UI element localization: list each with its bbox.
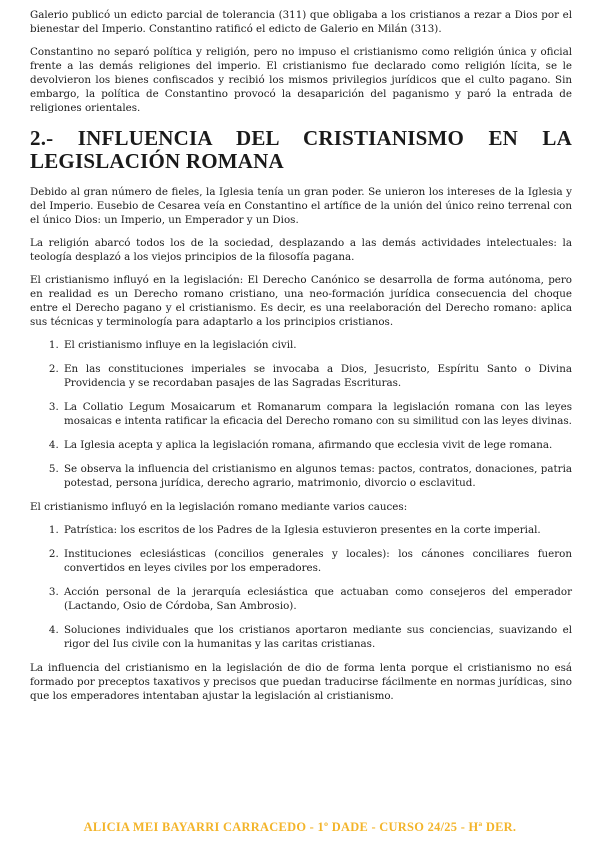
list-item: 2. En las constituciones imperiales se invocaba a Dios, Jesucristo, Espíritu Santo o Divina Providencia y se recordaban pasajes de las Sagradas Escrituras. bbox=[62, 362, 572, 390]
section-paragraph-3: El cristianismo influyó en la legislación: El Derecho Canónico se desarrolla de forma autónoma, pero en realidad es un Derecho romano cristiano, una neo-formación jurídica consecuencia del choque entre el Derecho pagano y el cristianismo. Es decir, es una reelaboración del Derecho romano: aplica sus técnicas y terminología para adaptarlo a los principios cristianos. bbox=[30, 274, 572, 328]
document-page bbox=[30, 8, 572, 712]
intro-paragraph-1: Galerio publicó un edicto parcial de tolerancia (311) que obligaba a los cristianos a rezar a Dios por el bienestar del Imperio. Constantino ratificó el edicto de Galerio en Milán (313). bbox=[30, 9, 572, 35]
section-paragraph-4: El cristianismo influyó en la legislación romano mediante varios cauces: bbox=[30, 501, 408, 513]
intro-paragraph-2: Constantino no separó política y religión, pero no impuso el cristianismo como religión única y oficial frente a las demás religiones del imperio. El cristianismo fue declarado como religión lícita, se le devolvieron los bienes confiscados y recibió los mismos privilegios jurídicos que el culto pagano. Sin embargo, la política de Constantino provocó la desaparición del paganismo y paró la entrada de religiones orientales. bbox=[30, 46, 572, 114]
list-item: 3. Acción personal de la jerarquía eclesiástica que actuaban como consejeros del emperador (Lactando, Osio de Córdoba, San Ambrosio). bbox=[62, 585, 572, 613]
list-item: 2. Instituciones eclesiásticas (concilios generales y locales): los cánones conciliares fueron convertidos en leyes civiles por los emperadores. bbox=[62, 547, 572, 575]
list-item: 1. El cristianismo influye en la legislación civil. bbox=[62, 338, 572, 352]
list-item: 1. Patrística: los escritos de los Padres de la Iglesia estuvieron presentes en la corte imperial. bbox=[62, 523, 572, 537]
section-paragraph-5: La influencia del cristianismo en la legislación de dio de forma lenta porque el cristianismo no esá formado por preceptos taxativos y precisos que puedan traducirse fácilmente en normas jurídicas, sino que los emperadores intentaban ajustar la legislación al cristianismo. bbox=[30, 662, 572, 702]
section-paragraph-2: La religión abarcó todos los de la sociedad, desplazando a las demás actividades intelectuales: la teología desplazó a los viejos principios de la filosofía pagana. bbox=[30, 237, 572, 263]
list-item: 3. La Collatio Legum Mosaicarum et Romanarum compara la legislación romana con las leyes mosaicas e intenta ratificar la eficacia del Derecho romano con su similitud con las leyes divinas. bbox=[62, 400, 572, 428]
list-item: 5. Se observa la influencia del cristianismo en algunos temas: pactos, contratos, donaciones, patria potestad, persona jurídica, derecho agrario, matrimonio, divorcio o esclavitud. bbox=[62, 462, 572, 490]
section-heading: 2.- INFLUENCIA DEL CRISTIANISMO EN LA LEGISLACIÓN ROMANA bbox=[30, 126, 572, 173]
page-footer: ALICIA MEI BAYARRI CARRACEDO - 1º DADE - CURSO 24/25 - Hª DER. bbox=[83, 820, 517, 834]
influence-list bbox=[30, 338, 572, 490]
channels-list bbox=[30, 523, 572, 651]
list-item: 4. La Iglesia acepta y aplica la legislación romana, afirmando que ecclesia vivit de lege romana. bbox=[62, 438, 572, 452]
list-item: 4. Soluciones individuales que los cristianos aportaron mediante sus conciencias, suavizando el rigor del Ius civile con la humanitas y las caritas cristianas. bbox=[62, 623, 572, 651]
section-paragraph-1: Debido al gran número de fieles, la Iglesia tenía un gran poder. Se unieron los intereses de la Iglesia y del Imperio. Eusebio de Cesarea veía en Constantino el artífice de la unión del único reino terrenal con el único Dios: un Imperio, un Emperador y un Dios. bbox=[30, 186, 572, 226]
